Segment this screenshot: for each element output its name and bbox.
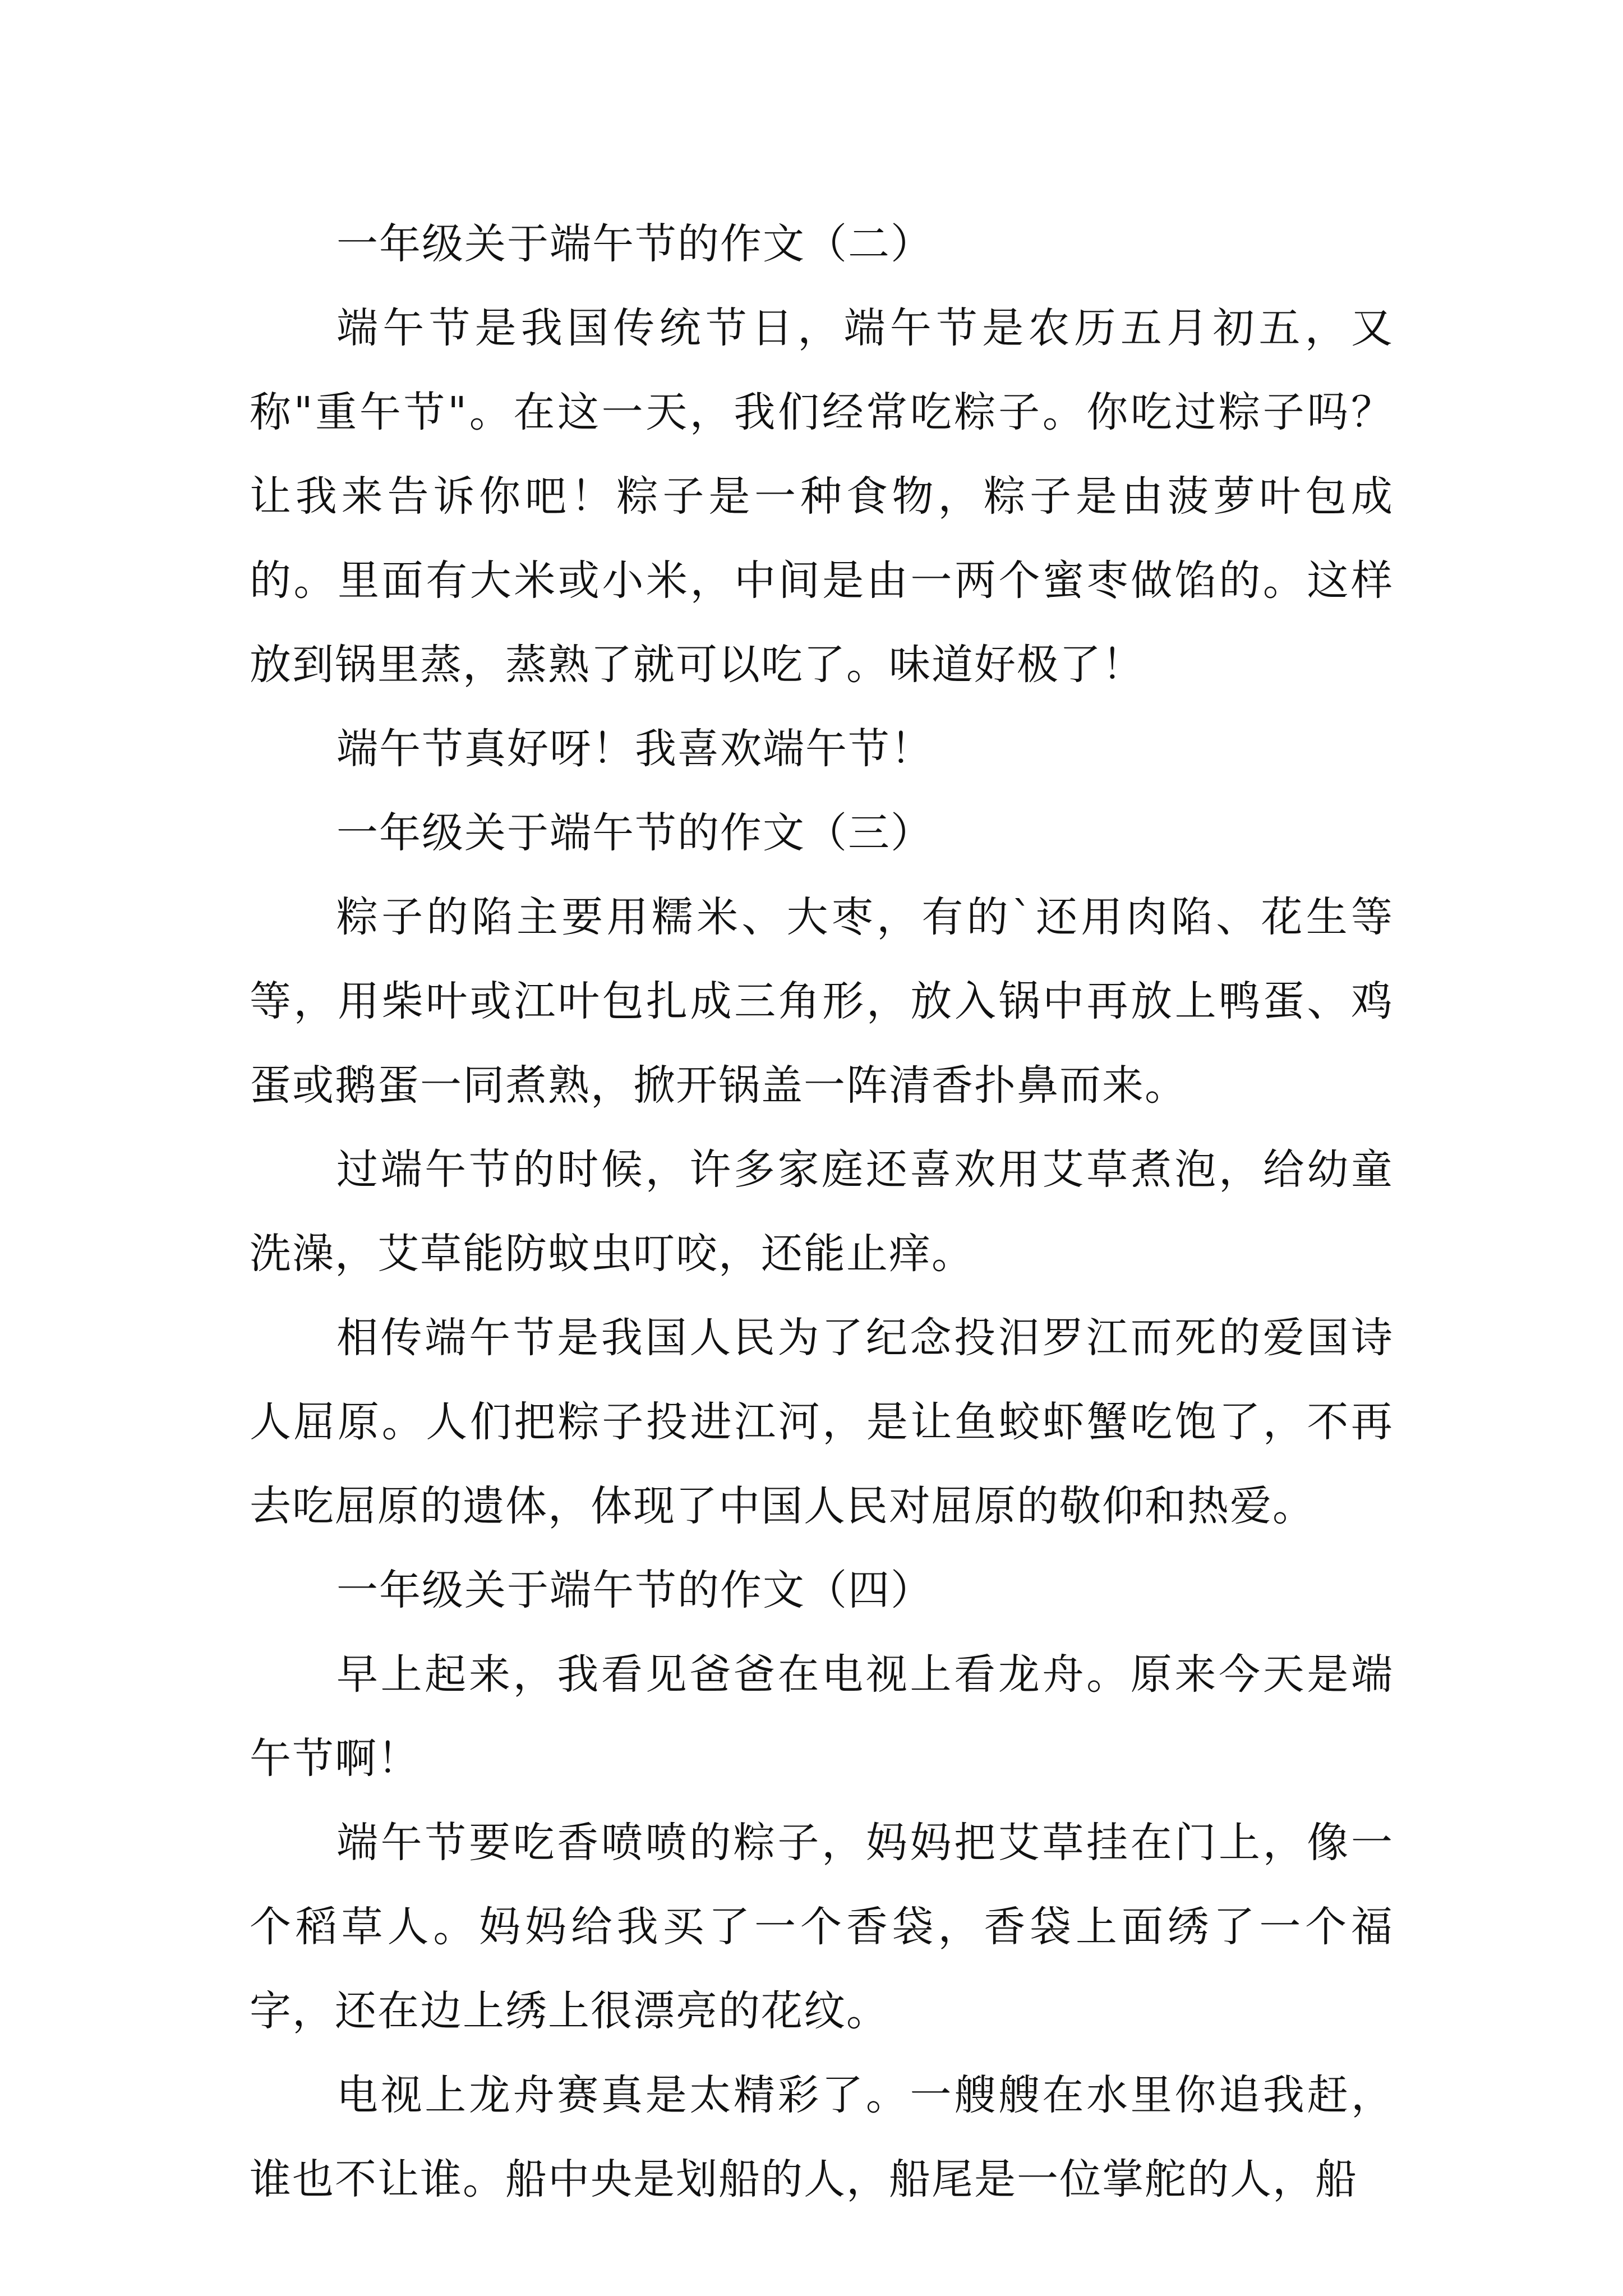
essay-paragraph: 早上起来，我看见爸爸在电视上看龙舟。原来今天是端午节啊！ (250, 1650, 1394, 1783)
essay-paragraph: 过端午节的时候，许多家庭还喜欢用艾草煮泡，给幼童洗澡，艾草能防蚊虫叮咬，还能止痒。 (250, 1145, 1394, 1278)
essay-paragraph: 端午节是我国传统节日，端午节是农历五月初五，又称"重午节"。在这一天，我们经常吃粽子。你吃过粽子吗？让我来告诉你吧！粽子是一种食物，粽子是由菠萝叶包成的。里面有大米或小米，中间是由一两个蜜枣做馅的。这样放到锅里蒸，蒸熟了就可以吃了。味道好极了！ (250, 304, 1394, 689)
essay-paragraph: 相传端午节是我国人民为了纪念投汨罗江而死的爱国诗人屈原。人们把粽子投进江河，是让鱼蛟虾蟹吃饱了，不再去吃屈原的遗体，体现了中国人民对屈原的敬仰和热爱。 (250, 1314, 1394, 1530)
essay-heading-3: 一年级关于端午节的作文（三） (336, 809, 933, 857)
essay-text (250, 202, 1394, 2221)
essay-heading-4: 一年级关于端午节的作文（四） (336, 1566, 933, 1614)
essay-paragraph: 粽子的陷主要用糯米、大枣，有的`还用肉陷、花生等等，用柴叶或江叶包扎成三角形，放入锅中再放上鸭蛋、鸡蛋或鹅蛋一同煮熟，掀开锅盖一阵清香扑鼻而来。 (250, 893, 1394, 1110)
essay-paragraph: 端午节真好呀！我喜欢端午节！ (336, 725, 933, 773)
essay-paragraph: 端午节要吃香喷喷的粽子，妈妈把艾草挂在门上，像一个稻草人。妈妈给我买了一个香袋，香袋上面绣了一个福 字，还在边上绣上很漂亮的花纹。 (250, 1819, 1394, 2035)
essay-heading-2: 一年级关于端午节的作文（二） (336, 220, 933, 268)
essay-paragraph: 电视上龙舟赛真是太精彩了。一艘艘在水里你追我赶，谁也不让谁。船中央是划船的人，船尾是一位掌舵的人，船 (250, 2071, 1394, 2203)
